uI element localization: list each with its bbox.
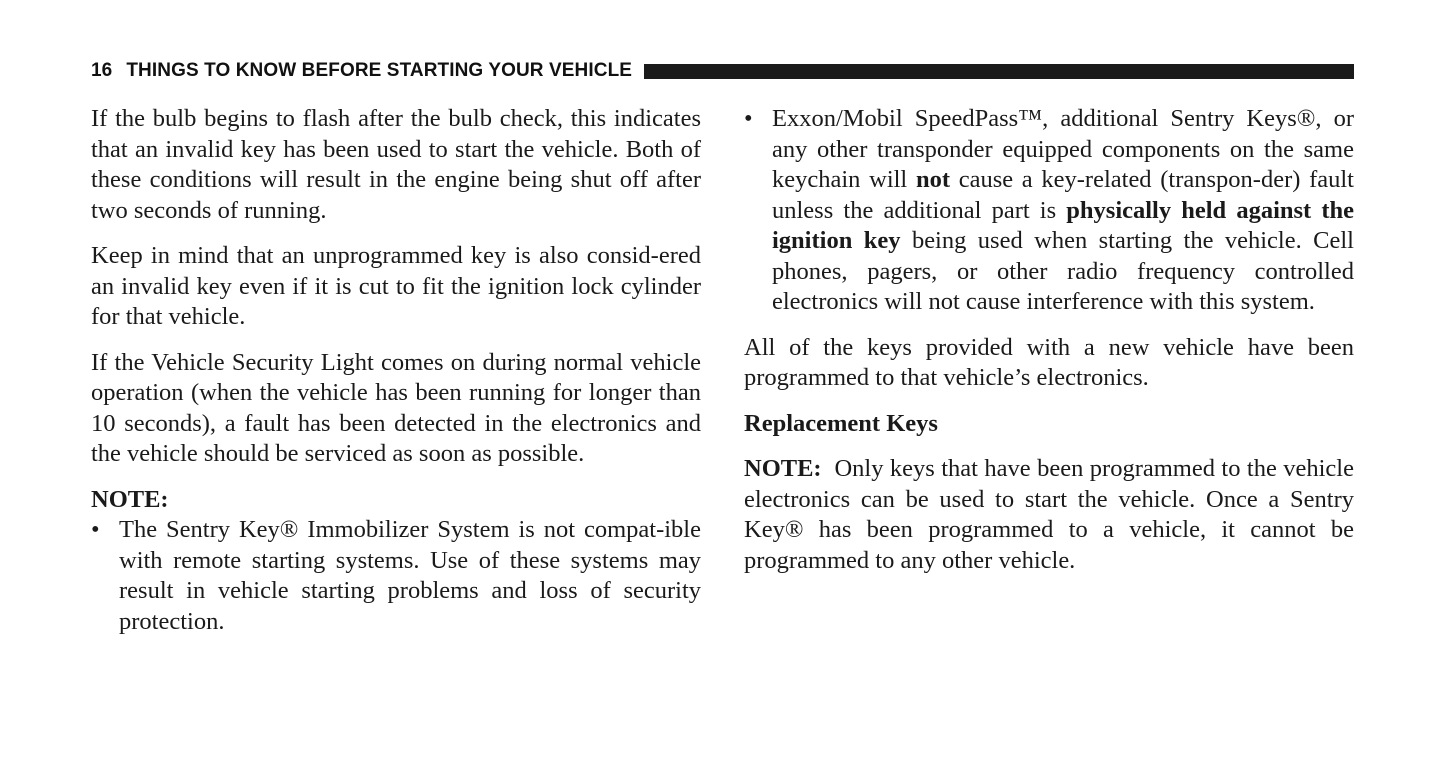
paragraph-replacement-note bbox=[744, 454, 1354, 576]
left-column bbox=[91, 104, 701, 652]
right-column bbox=[744, 104, 1354, 591]
paragraph-security-light: If the Vehicle Security Light comes on during normal vehicle operation (when the vehicle has been running for longer than 10 seconds), a fault has been detected in the electronics and the vehicle should be serviced as soon as possible. bbox=[91, 348, 701, 467]
bullet-speedpass-emphasis-held: physically held against the ignition key bbox=[772, 196, 1354, 254]
section-title: THINGS TO KNOW BEFORE STARTING YOUR VEHICLE bbox=[126, 60, 633, 81]
bullet-speedpass-emphasis-not: not bbox=[915, 166, 950, 193]
bullet-speedpass-text-c: cause a key-related (transpon-der) fault unless the additional part is bbox=[772, 166, 1354, 224]
paragraph-unprogrammed-key: Keep in mind that an unprogrammed key is also consid-ered an invalid key even if it is cut to fit the ignition lock cylinder for that vehicle. bbox=[91, 242, 701, 330]
note2-label: NOTE: bbox=[744, 455, 822, 482]
bullet-remote-start-text: The Sentry Key® Immobilizer System is not compat-ible with remote starting systems. Use of these systems may result in vehicle starting problems and loss of security protection. bbox=[119, 516, 701, 635]
header-rule bbox=[644, 64, 1354, 79]
bullet-dot: • bbox=[744, 105, 753, 132]
bullet-speedpass-text-a: Exxon/Mobil SpeedPass™, additional Sentry Keys®, or any other transponder equipped components on the same keychain will bbox=[772, 105, 1354, 193]
heading-replacement-keys: Replacement Keys bbox=[744, 409, 938, 437]
bullet-remote-start bbox=[91, 515, 701, 637]
paragraph-invalid-key-flash: If the bulb begins to flash after the bulb check, this indicates that an invalid key has been used to start the vehicle. Both of these conditions will result in the engine being shut off after two seconds of running. bbox=[91, 105, 701, 224]
bullet-dot: • bbox=[91, 516, 100, 543]
bullet-speedpass bbox=[744, 104, 1354, 318]
page-header bbox=[91, 58, 1354, 84]
page-number: 16 bbox=[91, 60, 113, 81]
paragraph-keys-programmed: All of the keys provided with a new vehicle have been programmed to that vehicle’s electronics. bbox=[744, 333, 1354, 391]
note2-text: Only keys that have been programmed to the vehicle electronics can be used to start the vehicle. Once a Sentry Key® has been programmed to a vehicle, it cannot be programmed to any other vehicle. bbox=[744, 455, 1354, 574]
bullet-speedpass-text-e: being used when starting the vehicle. Cell phones, pagers, or other radio frequency controlled electronics will not cause interference with this system. bbox=[772, 227, 1354, 315]
note-label: NOTE: bbox=[91, 485, 169, 513]
